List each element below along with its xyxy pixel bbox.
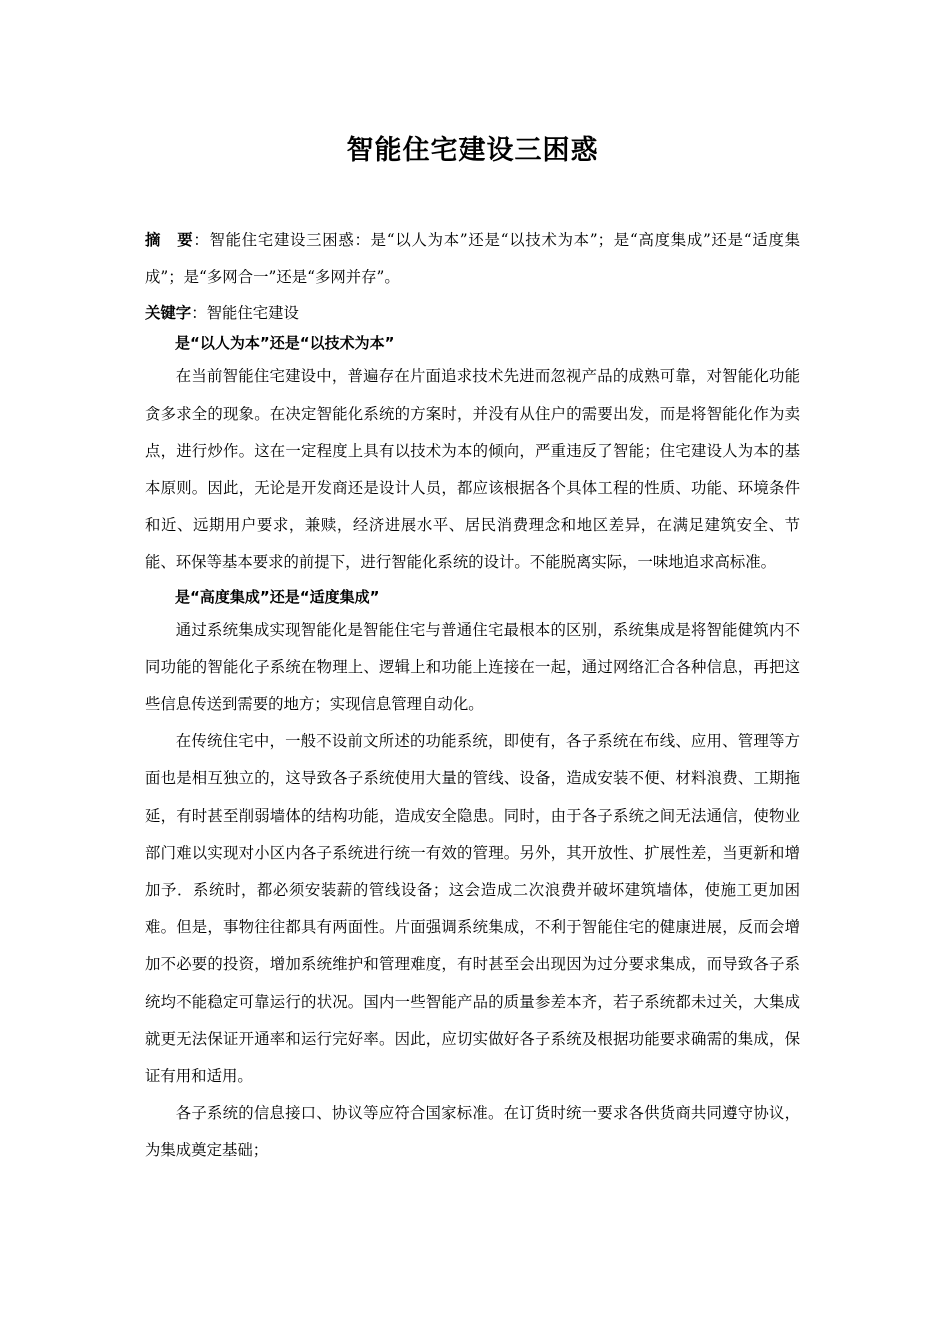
section1-paragraph-1: 在当前智能住宅建设中，普遍存在片面追求技术先进而忽视产品的成熟可靠，对智能化功能贪多求全的现象。在决定智能化系统的方案时，并没有从住户的需要出发，而是将智能化作为卖点，进行炒作。这在一定程度上具有以技术为本的倾向，严重违反了智能；住宅建设人为本的基本原则。因此，无论是开发商还是设计人员，都应该根据各个具体工程的性质、功能、环境条件和近、远期用户要求，兼赎，经济进展水平、居民消费理念和地区差异，在满足建筑安全、节能、环保等基本要求的前提下，进行智能化系统的设计。不能脱离实际，一味地追求高标准。: [145, 367, 800, 572]
keywords-label: 关键字: [145, 304, 192, 323]
section-heading-1: 是“以人为本”还是“以技术为本”: [175, 334, 395, 353]
keywords-paragraph: [145, 298, 800, 328]
document-body: [145, 222, 800, 1170]
abstract-label: 摘 要: [145, 231, 194, 249]
section2-paragraph-1: 通过系统集成实现智能化是智能住宅与普通住宅最根本的区别，系统集成是将智能健筑内不同功能的智能化子系统在物理上、逻辑上和功能上连接在一起，通过网络汇合各种信息，再把这些信息传送到需要的地方；实现信息管理自动化。: [145, 620, 800, 714]
section2-paragraph-2: 在传统住宅中，一般不设前文所述的功能系统，即使有，各子系统在布线、应用、管理等方面也是相互独立的，这导致各子系统使用大量的管线、设备，造成安装不便、材料浪费、工期拖延，有时甚至削弱墙体的结构功能，造成安全隐患。同时，由于各子系统之间无法通信，使物业部门难以实现对小区内各子系统进行统一有效的管理。另外，其开放性、扩展性差，当更新和增加予．系统时，都必须安装薪的管线设备；这会造成二次浪费并破坏建筑墙体，使施工更加困难。但是，事物往往都具有两面性。片面强调系统集成，不利于智能住宅的健康进展，反而会增加不必要的投资，增加系统维护和管理难度，有时甚至会出现因为过分要求集成，而导致各子系统均不能稳定可靠运行的状况。国内一些智能产品的质量参差本齐，若子系统都未过关，大集成就更无法保证开通率和运行完好率。因此，应切实做好各子系统及根据功能要求确需的集成，保证有用和适用。: [145, 732, 800, 1086]
abstract-text: ：智能住宅建设三困惑：是“以人为本”还是“以技术为本”；是“高度集成”还是“适度集成”；是“多网合一”还是“多网并存”。: [145, 231, 800, 287]
document-title: 智能住宅建设三困惑: [346, 135, 599, 166]
section-heading-2: 是“高度集成”还是“适度集成”: [175, 587, 380, 606]
abstract-paragraph: [145, 222, 800, 296]
section2-paragraph-3: 各子系统的信息接口、协议等应符合国家标准。在订货时统一要求各供货商共同遵守协议，为集成奠定基础；: [145, 1104, 800, 1160]
keywords-text: ：智能住宅建设: [191, 304, 299, 323]
